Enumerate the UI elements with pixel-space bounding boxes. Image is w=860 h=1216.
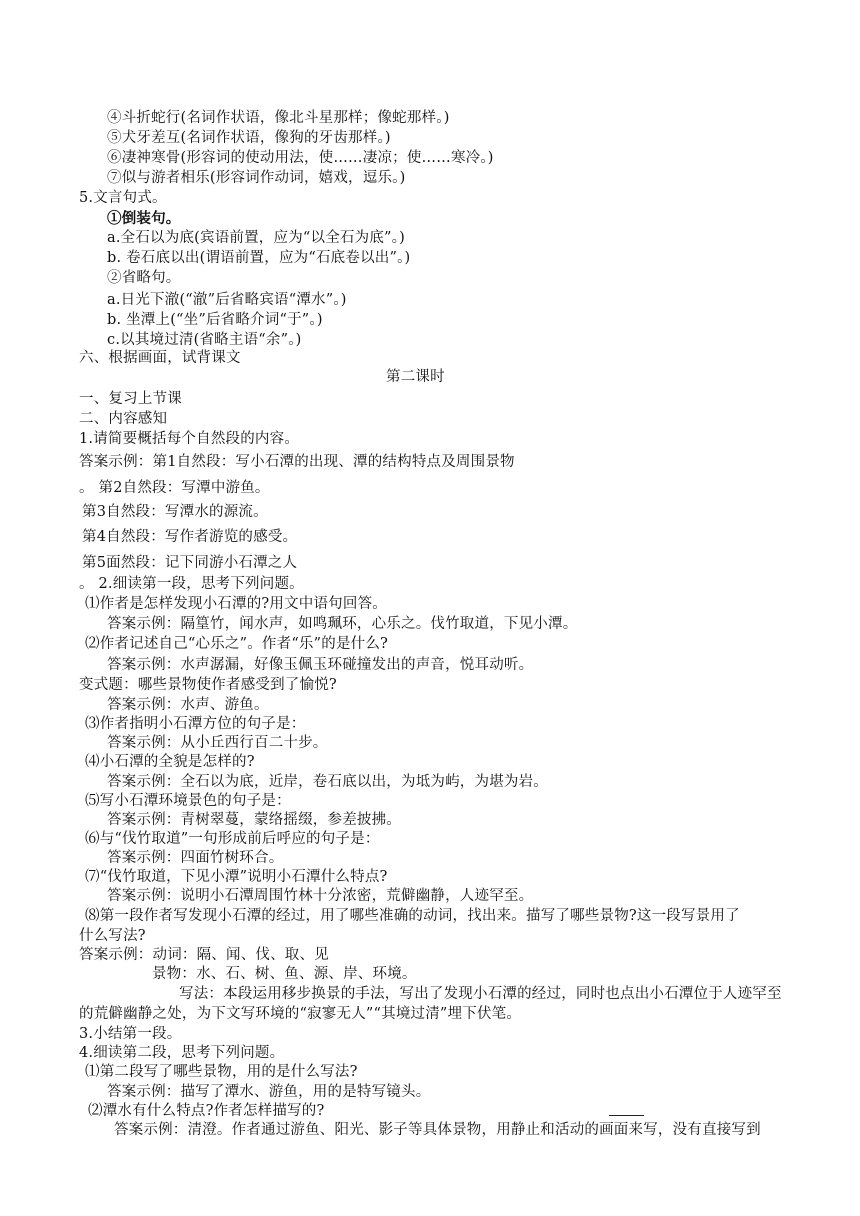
- question: 1.请简要概括每个自然段的内容。: [79, 431, 300, 447]
- answer: 答案示例：动词：隔、闻、伐、取、见: [79, 947, 329, 963]
- answer: 答案示例：清澄。作者通过游鱼、阳光、影子等具体景物，用静止和活动的画面来写，没有直接写到: [114, 1122, 761, 1138]
- answer: 答案示例：从小丘西行百二十步。: [107, 735, 328, 751]
- answer: 答案示例：水声、游鱼。: [107, 697, 269, 713]
- question: ⑹与“伐竹取道”一句形成前后呼应的句子是：: [85, 831, 380, 847]
- text-line: ⑥凄神寒骨(形容词的使动用法，使……凄凉；使……寒冷。): [107, 150, 494, 166]
- question: ⑺“伐竹取道，下见小潭”说明小石潭什么特点?: [85, 869, 388, 885]
- text-line: a.日光下澈(“澈”后省略宾语“潭水”。): [107, 292, 347, 308]
- section-heading: 六、根据画面，试背课文: [79, 350, 241, 366]
- section-heading: 二、内容感知: [79, 411, 168, 427]
- text-line: ④斗折蛇行(名词作状语，像北斗星那样；像蛇那样。): [107, 110, 450, 126]
- question: ⑴作者是怎样发现小石潭的?用文中语句回答。: [85, 596, 387, 612]
- question: ⑷小石潭的全貌是怎样的?: [85, 754, 255, 770]
- question: 什么写法?: [79, 928, 146, 944]
- text-line: ⑤犬牙差互(名词作状语，像狗的牙齿那样。): [107, 130, 391, 146]
- text-line: ⑦似与游者相乐(形容词作动词，嬉戏，逗乐。): [107, 170, 406, 186]
- answer: 第4自然段：写作者游览的感受。: [82, 529, 298, 545]
- question: ⑸写小石潭环境景色的句子是：: [85, 793, 291, 809]
- text-line: a.全石以为底(宾语前置，应为“以全石为底”。): [107, 230, 405, 246]
- question: 变式题：哪些景物使作者感受到了愉悦?: [79, 677, 337, 693]
- section-heading: 5.文言句式。: [79, 190, 167, 206]
- answer: 的荒僻幽静之处，为下文写环境的“寂寥无人”“其境过清”埋下伏笔。: [79, 1006, 522, 1022]
- subheading: ②省略句。: [107, 270, 181, 286]
- answer: 景物：水、石、树、鱼、源、岸、环境。: [152, 966, 417, 982]
- underline-mark: [609, 1115, 644, 1116]
- answer: 第3自然段：写潭水的源流。: [82, 504, 268, 520]
- section-heading: 一、复习上节课: [79, 391, 182, 407]
- answer: 答案示例：水声潺漏，好像玉佩玉环碰撞发出的声音，悦耳动听。: [107, 657, 534, 673]
- question: 。 2.细读第一段，思考下列问题。: [79, 576, 304, 592]
- question: ⑴第二段写了哪些景物，用的是什么写法?: [85, 1064, 358, 1080]
- answer: 写法：本段运用移步换景的手法，写出了发现小石潭的经过，同时也点出小石潭位于人迹罕至: [179, 986, 782, 1002]
- question: ⑶作者指明小石潭方位的句子是：: [85, 716, 306, 732]
- text-line: b. 卷石底以出(谓语前置，应为“石底卷以出”。): [107, 250, 411, 266]
- answer: 答案示例：四面竹树环合。: [107, 850, 284, 866]
- text-line: c.以其境过清(省略主语“余”。): [107, 332, 302, 348]
- lesson-title: 第二课时: [386, 369, 445, 385]
- question: ⑵作者记述自己“心乐之”。作者“乐”的是什么?: [85, 636, 389, 652]
- subheading: ①倒装句。: [107, 210, 181, 227]
- answer: 答案示例：第1自然段：写小石潭的出现、潭的结构特点及周围景物: [79, 454, 515, 470]
- answer: 。 第2自然段：写潭中游鱼。: [79, 480, 270, 496]
- answer: 第5面然段：记下同游小石潭之人: [82, 555, 298, 571]
- question: ⑵潭水有什么特点?作者怎样描写的?: [88, 1103, 325, 1119]
- answer: 答案示例：说明小石潭周围竹林十分浓密，荒僻幽静，人迹罕至。: [107, 888, 534, 904]
- text-line: b. 坐潭上(“坐”后省略介词“于”。): [107, 312, 323, 328]
- answer: 答案示例：全石以为底，近岸，卷石底以出，为坻为屿，为堪为岩。: [107, 774, 548, 790]
- answer: 答案示例：描写了潭水、游鱼，用的是特写镜头。: [107, 1084, 431, 1100]
- answer: 答案示例：隔篁竹，闻水声，如鸣珮环，心乐之。伐竹取道，下见小潭。: [107, 616, 578, 632]
- question: ⑻第一段作者写发现小石潭的经过，用了哪些准确的动词，找出来。描写了哪些景物?这一段写景用了: [85, 908, 740, 924]
- answer: 答案示例：青树翠蔓，蒙络摇缀，参差披拂。: [107, 812, 401, 828]
- question: 4.细读第二段，思考下列问题。: [79, 1045, 285, 1061]
- question: 3.小结第一段。: [79, 1026, 182, 1042]
